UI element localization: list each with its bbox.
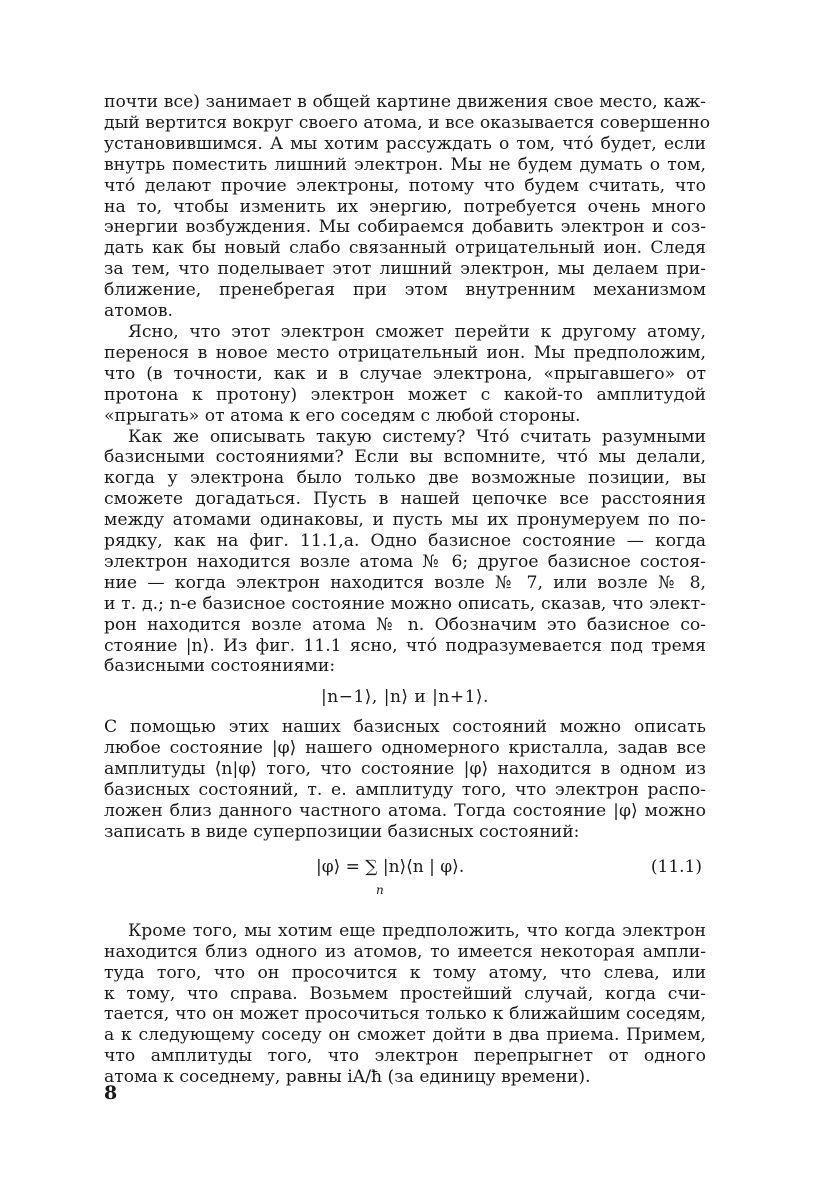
- paragraph-1: [104, 92, 711, 322]
- text-line: между атомами одинаковы, и пусть мы их пронумеруем по по-: [104, 510, 706, 531]
- equation-body: |φ⟩ = ∑ |n⟩⟨n | φ⟩.: [316, 856, 465, 877]
- text-line: ближение, пренебрегая при этом внутренним механизмом: [104, 280, 706, 301]
- text-line: сможете догадаться. Пусть в нашей цепочке все расстояния: [104, 489, 706, 510]
- text-line: когда у электрона было только две возможные позиции, вы: [104, 468, 706, 489]
- text-line: Кроме того, мы хотим еще предположить, что когда электрон: [128, 920, 706, 941]
- text-line: базисными состояниями? Если вы вспомните, что́ мы делали,: [104, 447, 706, 468]
- text-line: базисными состояниями:: [104, 656, 336, 677]
- text-line: базисных состояний, т. е. амплитуду того, что электрон распо-: [104, 780, 706, 801]
- text-line: а к следующему соседу он сможет дойти в два приема. Примем,: [104, 1025, 706, 1046]
- equation-number: (11.1): [650, 856, 702, 877]
- text-line: к тому, что справа. Возьмем простейший случай, когда счи-: [104, 983, 706, 1004]
- text-line: ние — когда электрон находится возле № 7, или возле № 8,: [104, 572, 706, 593]
- paragraph-2: [104, 322, 706, 427]
- sum-index: n: [376, 882, 384, 897]
- text-line: за тем, что поделывает этот лишний электрон, мы делаем при-: [104, 259, 706, 280]
- text-line: протона к протону) электрон может с какой-то амплитудой: [104, 384, 706, 405]
- text-line: установившимся. А мы хотим рассуждать о том, что́ будет, если: [104, 133, 706, 154]
- text-line: Как же описывать такую систему? Что́ считать разумными: [128, 426, 706, 447]
- text-line: перенося в новое место отрицательный ион. Мы предположим,: [104, 342, 706, 363]
- text-line: что амплитуды того, что электрон перепрыгнет от одного: [104, 1046, 706, 1067]
- text-line: почти все) занимает в общей картине движения свое место, каж-: [104, 92, 706, 112]
- paragraph-4: [104, 717, 706, 842]
- text-line: энергии возбуждения. Мы собираемся добавить электрон и соз-: [104, 217, 706, 238]
- text-line: тается, что он может просочиться только к ближайшим соседям,: [104, 1004, 706, 1025]
- basis-states-formula: |n−1⟩, |n⟩ и |n+1⟩.: [321, 687, 489, 708]
- text-line: Ясно, что этот электрон сможет перейти к другому атому,: [128, 321, 706, 342]
- text-line: электрон находится возле атома № 6; другое базисное состоя-: [104, 551, 706, 572]
- text-line: туда того, что он просочится к тому атому, что слева, или: [104, 962, 706, 983]
- text-line: что (в точности, как и в случае электрона, «прыгавшего» от: [104, 363, 706, 384]
- text-line: что́ делают прочие электроны, потому что будем считать, что: [104, 175, 706, 196]
- text-line: амплитуды ⟨n|φ⟩ того, что состояние |φ⟩ находится в одном из: [104, 759, 706, 780]
- text-line: дый вертится вокруг своего атома, и все оказывается совершенно: [104, 112, 711, 133]
- text-line: дать как бы новый слабо связанный отрицательный ион. Следя: [104, 238, 706, 259]
- text-line: ложен близ данного частного атома. Тогда состояние |φ⟩ можно: [104, 801, 706, 821]
- page-number: 8: [104, 1082, 118, 1104]
- text-line: рядку, как на фиг. 11.1,а. Одно базисное состояние — когда: [104, 531, 706, 552]
- text-line: «прыгать» от атома к его соседям с любой стороны.: [104, 405, 581, 426]
- text-line: записать в виде суперпозиции базисных состояний:: [104, 821, 580, 842]
- text-line: С помощью этих наших базисных состояний можно описать: [104, 717, 706, 738]
- text-line: и т. д.; n-е базисное состояние можно описать, сказав, что элект-: [104, 593, 706, 614]
- paragraph-3: [104, 427, 706, 678]
- text-line: на то, чтобы изменить их энергию, потребуется очень много: [104, 196, 706, 217]
- paragraph-5: [104, 921, 706, 1088]
- text-line: стояние |n⟩. Из фиг. 11.1 ясно, что́ подразумевается под тремя: [104, 635, 706, 656]
- page-body: [104, 92, 711, 1088]
- text-line: атомов.: [104, 301, 173, 322]
- text-line: внутрь поместить лишний электрон. Мы не будем думать о том,: [104, 154, 706, 175]
- text-line: рон находится возле атома № n. Обозначим это базисное со-: [104, 614, 706, 635]
- equation-11-1: [104, 849, 706, 907]
- text-line: атома к соседнему, равны iA/ħ (за единицу времени).: [104, 1067, 591, 1088]
- text-line: любое состояние |φ⟩ нашего одномерного кристалла, задав все: [104, 738, 706, 759]
- text-line: находится близ одного из атомов, то имеется некоторая ампли-: [104, 941, 706, 962]
